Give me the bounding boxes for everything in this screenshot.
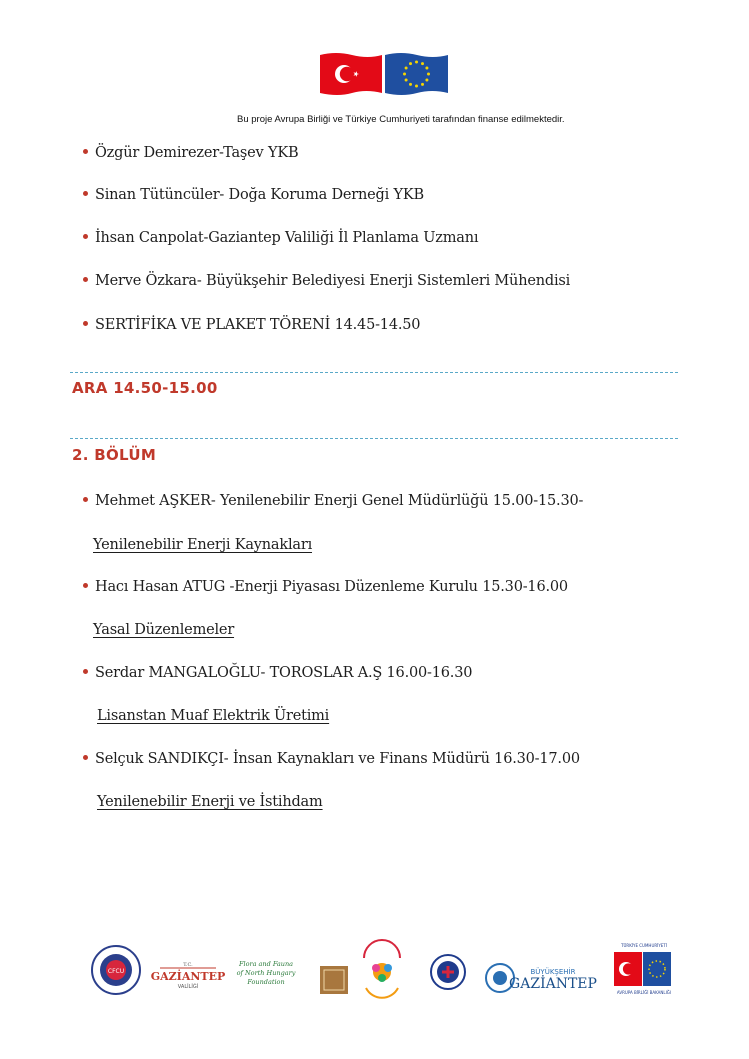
list-item: Selçuk SANDIKÇI- İnsan Kaynakları ve Finans Müdürü 16.30-17.00	[83, 751, 580, 767]
svg-text:CFCU: CFCU	[107, 968, 125, 975]
break-heading: ARA 14.50-15.00	[72, 379, 218, 397]
flora-fauna-logo	[237, 960, 296, 986]
bullet-icon	[83, 583, 88, 588]
bullet-icon	[83, 755, 88, 760]
funding-notice: Bu proje Avrupa Birliği ve Türkiye Cumhuriyeti tarafından finanse edilmektedir.	[237, 114, 565, 125]
bullet-icon	[83, 234, 88, 239]
list-item: Serdar MANGALOĞLU- TOROSLAR A.Ş 16.00-16.30	[83, 665, 472, 681]
section2-heading: 2. BÖLÜM	[72, 446, 157, 464]
tr-eu-flags-logo	[318, 49, 450, 97]
svg-text:GAZİANTEP: GAZİANTEP	[150, 970, 226, 983]
svg-text:TÜRKİYE CUMHURİYETİ: TÜRKİYE CUMHURİYETİ	[621, 943, 667, 948]
svg-text:Flora and Fauna: Flora and Fauna	[238, 960, 294, 968]
eu-flag-icon	[385, 53, 448, 95]
partner-logos	[88, 938, 678, 1002]
gaziantep-valiligi-logo	[151, 962, 226, 990]
list-item: Mehmet AŞKER- Yenilenebilir Enerji Genel Müdürlüğü 15.00-15.30-	[83, 493, 583, 509]
svg-text:AVRUPA BİRLİĞİ BAKANLIĞI: AVRUPA BİRLİĞİ BAKANLIĞI	[616, 990, 672, 995]
bullet-icon	[83, 191, 88, 196]
svg-text:Foundation: Foundation	[247, 978, 285, 986]
svg-text:T.C.: T.C.	[183, 962, 193, 968]
svg-text:BÜYÜKŞEHİR: BÜYÜKŞEHİR	[530, 968, 576, 976]
bullet-icon	[83, 277, 88, 282]
svg-text:of North Hungary: of North Hungary	[236, 969, 296, 977]
session-topic: Lisanstan Muaf Elektrik Üretimi	[97, 708, 330, 724]
session-topic: Yasal Düzenlemeler	[93, 622, 235, 638]
svg-text:GAZİANTEP: GAZİANTEP	[509, 976, 597, 992]
divider	[70, 438, 678, 439]
list-item: Özgür Demirezer-Taşev YKB	[83, 145, 298, 161]
bullet-icon	[83, 149, 88, 154]
turkish-flag-icon	[320, 53, 382, 95]
bullet-icon	[83, 669, 88, 674]
bullet-icon	[83, 497, 88, 502]
list-item: Sinan Tütüncüler- Doğa Koruma Derneği YKB	[83, 187, 424, 203]
svg-text:VALİLİĞİ: VALİLİĞİ	[177, 984, 199, 990]
divider	[70, 372, 678, 373]
sivil-toplum-logo	[364, 940, 400, 998]
session-topic: Yenilenebilir Enerji Kaynakları	[93, 537, 313, 553]
list-item: Merve Özkara- Büyükşehir Belediyesi Enerji Sistemleri Mühendisi	[83, 273, 570, 289]
buyuksehir-gaziantep-logo	[486, 964, 597, 992]
cfcu-seal-logo	[92, 946, 140, 994]
list-item: Hacı Hasan ATUG -Enerji Piyasası Düzenleme Kurulu 15.30-16.00	[83, 579, 568, 595]
session-topic: Yenilenebilir Enerji ve İstihdam	[97, 794, 323, 810]
list-item: SERTİFİKA VE PLAKET TÖRENİ 14.45-14.50	[83, 317, 420, 333]
list-item: İhsan Canpolat-Gaziantep Valiliği İl Planlama Uzmanı	[83, 230, 478, 246]
university-seal-logo	[431, 955, 465, 989]
tr-eu-delegation-logo	[614, 943, 671, 995]
bullet-icon	[83, 321, 88, 326]
emblem-logo	[320, 966, 348, 994]
